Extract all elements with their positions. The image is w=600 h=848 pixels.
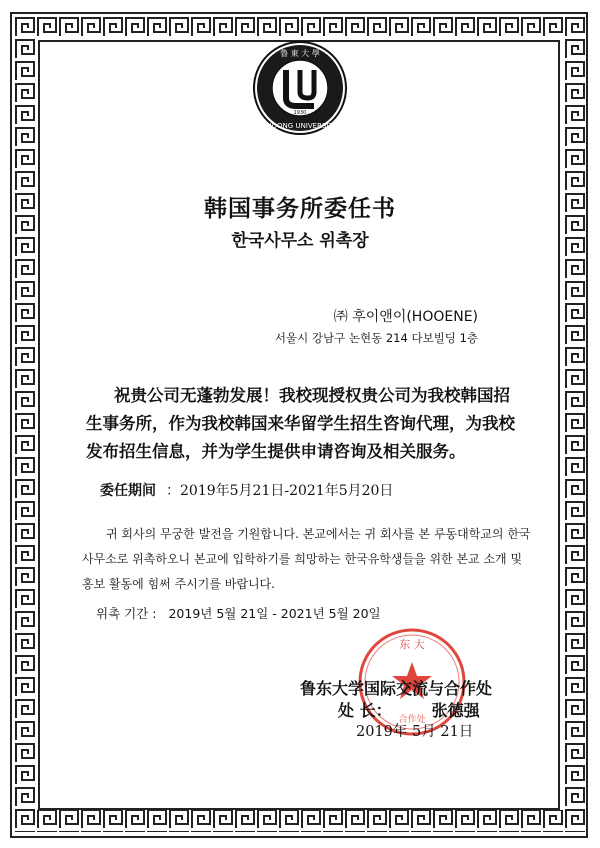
signature-date: 2019年 5月 21日: [356, 724, 474, 740]
term-korean-label: 위촉 기간 :: [96, 606, 157, 621]
body-text-chinese-content: 祝贵公司无蓬勃发展！我校现授权贵公司为我校韩国招生事务所，作为我校韩国来华留学生招生咨询代理，为我校发布招生信息，并为学生提供申请咨询及相关服务。: [86, 386, 515, 461]
logo-ring-top-text: 鲁 東 大 學: [280, 49, 320, 58]
term-chinese-value: ：2019年5月21日-2021年5月20日: [166, 483, 394, 499]
term-korean: [96, 604, 381, 622]
logo-ring-bottom-text: LUDONG UNIVERSITY: [262, 122, 338, 130]
logo-year: 1930: [293, 110, 307, 116]
term-chinese-label: 委任期间: [100, 483, 156, 499]
signature-role: 处 长：: [338, 701, 392, 720]
term-chinese: [100, 480, 393, 500]
recipient-name: ㈜ 후이앤이(HOOENE): [333, 309, 478, 325]
title-chinese: 韩国事务所委任书: [204, 195, 396, 222]
recipient-address: 서울시 강남구 논현동 214 다보빌딩 1층: [274, 331, 478, 345]
term-korean-value: 2019년 5월 21일 - 2021년 5월 20일: [168, 606, 381, 621]
svg-text:东 大: 东 大: [399, 638, 425, 651]
body-text-chinese: [86, 382, 518, 466]
body-text-korean: [82, 522, 532, 597]
svg-text:合作处: 合作处: [398, 715, 426, 725]
signature-name: 张德强: [431, 701, 480, 720]
signature-organization: 鲁东大学国际交流与合作处: [300, 679, 493, 698]
university-logo: [252, 40, 348, 136]
title-korean: 한국사무소 위촉장: [231, 231, 369, 251]
body-text-korean-content: 귀 회사의 무궁한 발전을 기원합니다. 본교에서는 귀 회사를 본 루동대학교의 한국사무소로 위촉하오니 본교에 입학하기를 희망하는 한국유학생들을 위한 본교 소개 및 홍보 활동에 힘써 주시기를 바랍니다.: [82, 527, 531, 591]
signature-role-line: [338, 698, 480, 721]
